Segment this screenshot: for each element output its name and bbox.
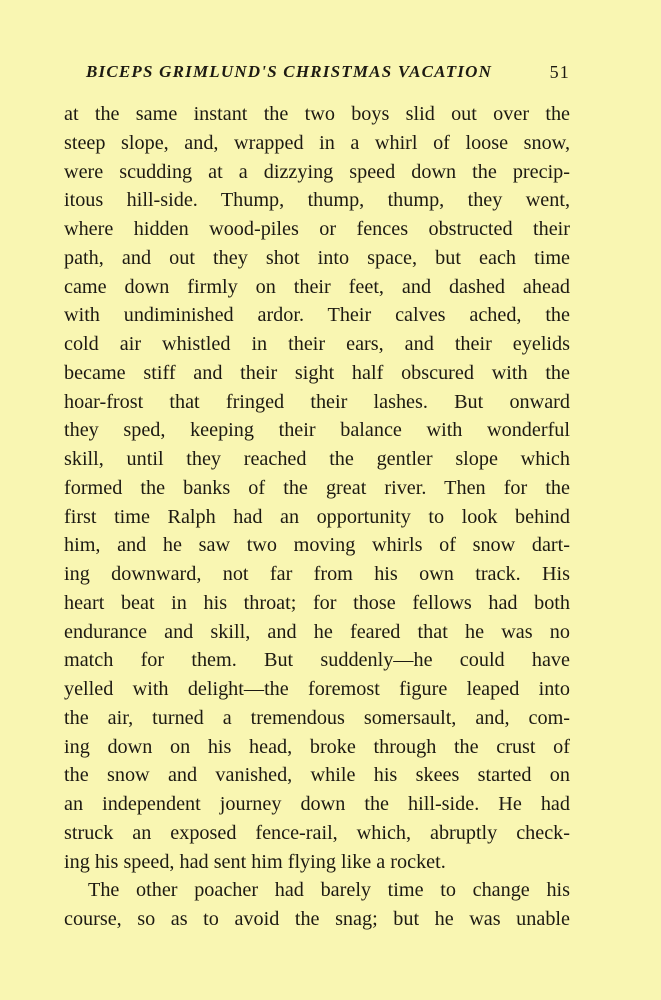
text-line: yelled with delight—the foremost figure leaped into — [64, 678, 570, 700]
text-line: struck an exposed fence-rail, which, abruptly check- — [64, 821, 570, 844]
text-line: at the same instant the two boys slid out over the — [64, 103, 570, 125]
text-line: cold air whistled in their ears, and their eyelids — [64, 333, 570, 355]
page-number: 51 — [549, 62, 570, 82]
text-line: itous hill-side. Thump, thump, thump, they went, — [64, 189, 570, 212]
text-line: ing down on his head, broke through the crust of — [64, 735, 570, 758]
text-line: an independent journey down the hill-side. He had — [64, 793, 570, 815]
text-line: path, and out they shot into space, but each time — [64, 246, 570, 269]
text-line: the snow and vanished, while his skees started on — [64, 764, 570, 787]
running-head — [64, 62, 570, 86]
text-line: ing downward, not far from his own track. His — [64, 563, 570, 585]
text-line: where hidden wood-piles or fences obstructed their — [64, 218, 570, 240]
paragraph — [64, 100, 570, 876]
text-line: hoar-frost that fringed their lashes. But onward — [64, 390, 570, 413]
text-line: came down firmly on their feet, and dashed ahead — [64, 275, 570, 298]
text-line: ing his speed, had sent him flying like a rocket. — [64, 850, 446, 873]
text-line: endurance and skill, and he feared that he was no — [64, 620, 570, 643]
text-line: the air, turned a tremendous somersault, and, com- — [64, 706, 570, 729]
text-line: him, and he saw two moving whirls of snow dart- — [64, 534, 570, 557]
text-line: first time Ralph had an opportunity to look behind — [64, 505, 570, 528]
text-line: steep slope, and, wrapped in a whirl of loose snow, — [64, 131, 570, 154]
text-line: The other poacher had barely time to change his — [88, 879, 570, 902]
paragraph — [64, 876, 570, 934]
running-title: BICEPS GRIMLUND'S CHRISTMAS VACATION — [86, 62, 493, 81]
text-line: formed the banks of the great river. Then for the — [64, 476, 570, 499]
text-body — [64, 100, 570, 934]
text-line: they sped, keeping their balance with wonderful — [64, 419, 570, 442]
text-line: heart beat in his throat; for those fellows had both — [64, 591, 570, 614]
text-line: became stiff and their sight half obscured with the — [64, 361, 570, 384]
text-line: skill, until they reached the gentler slope which — [64, 448, 570, 470]
text-line: were scudding at a dizzying speed down the precip- — [64, 160, 570, 183]
text-line: course, so as to avoid the snag; but he was unable — [64, 908, 570, 930]
text-line: with undiminished ardor. Their calves ached, the — [64, 304, 570, 327]
text-line: match for them. But suddenly—he could have — [64, 649, 570, 672]
